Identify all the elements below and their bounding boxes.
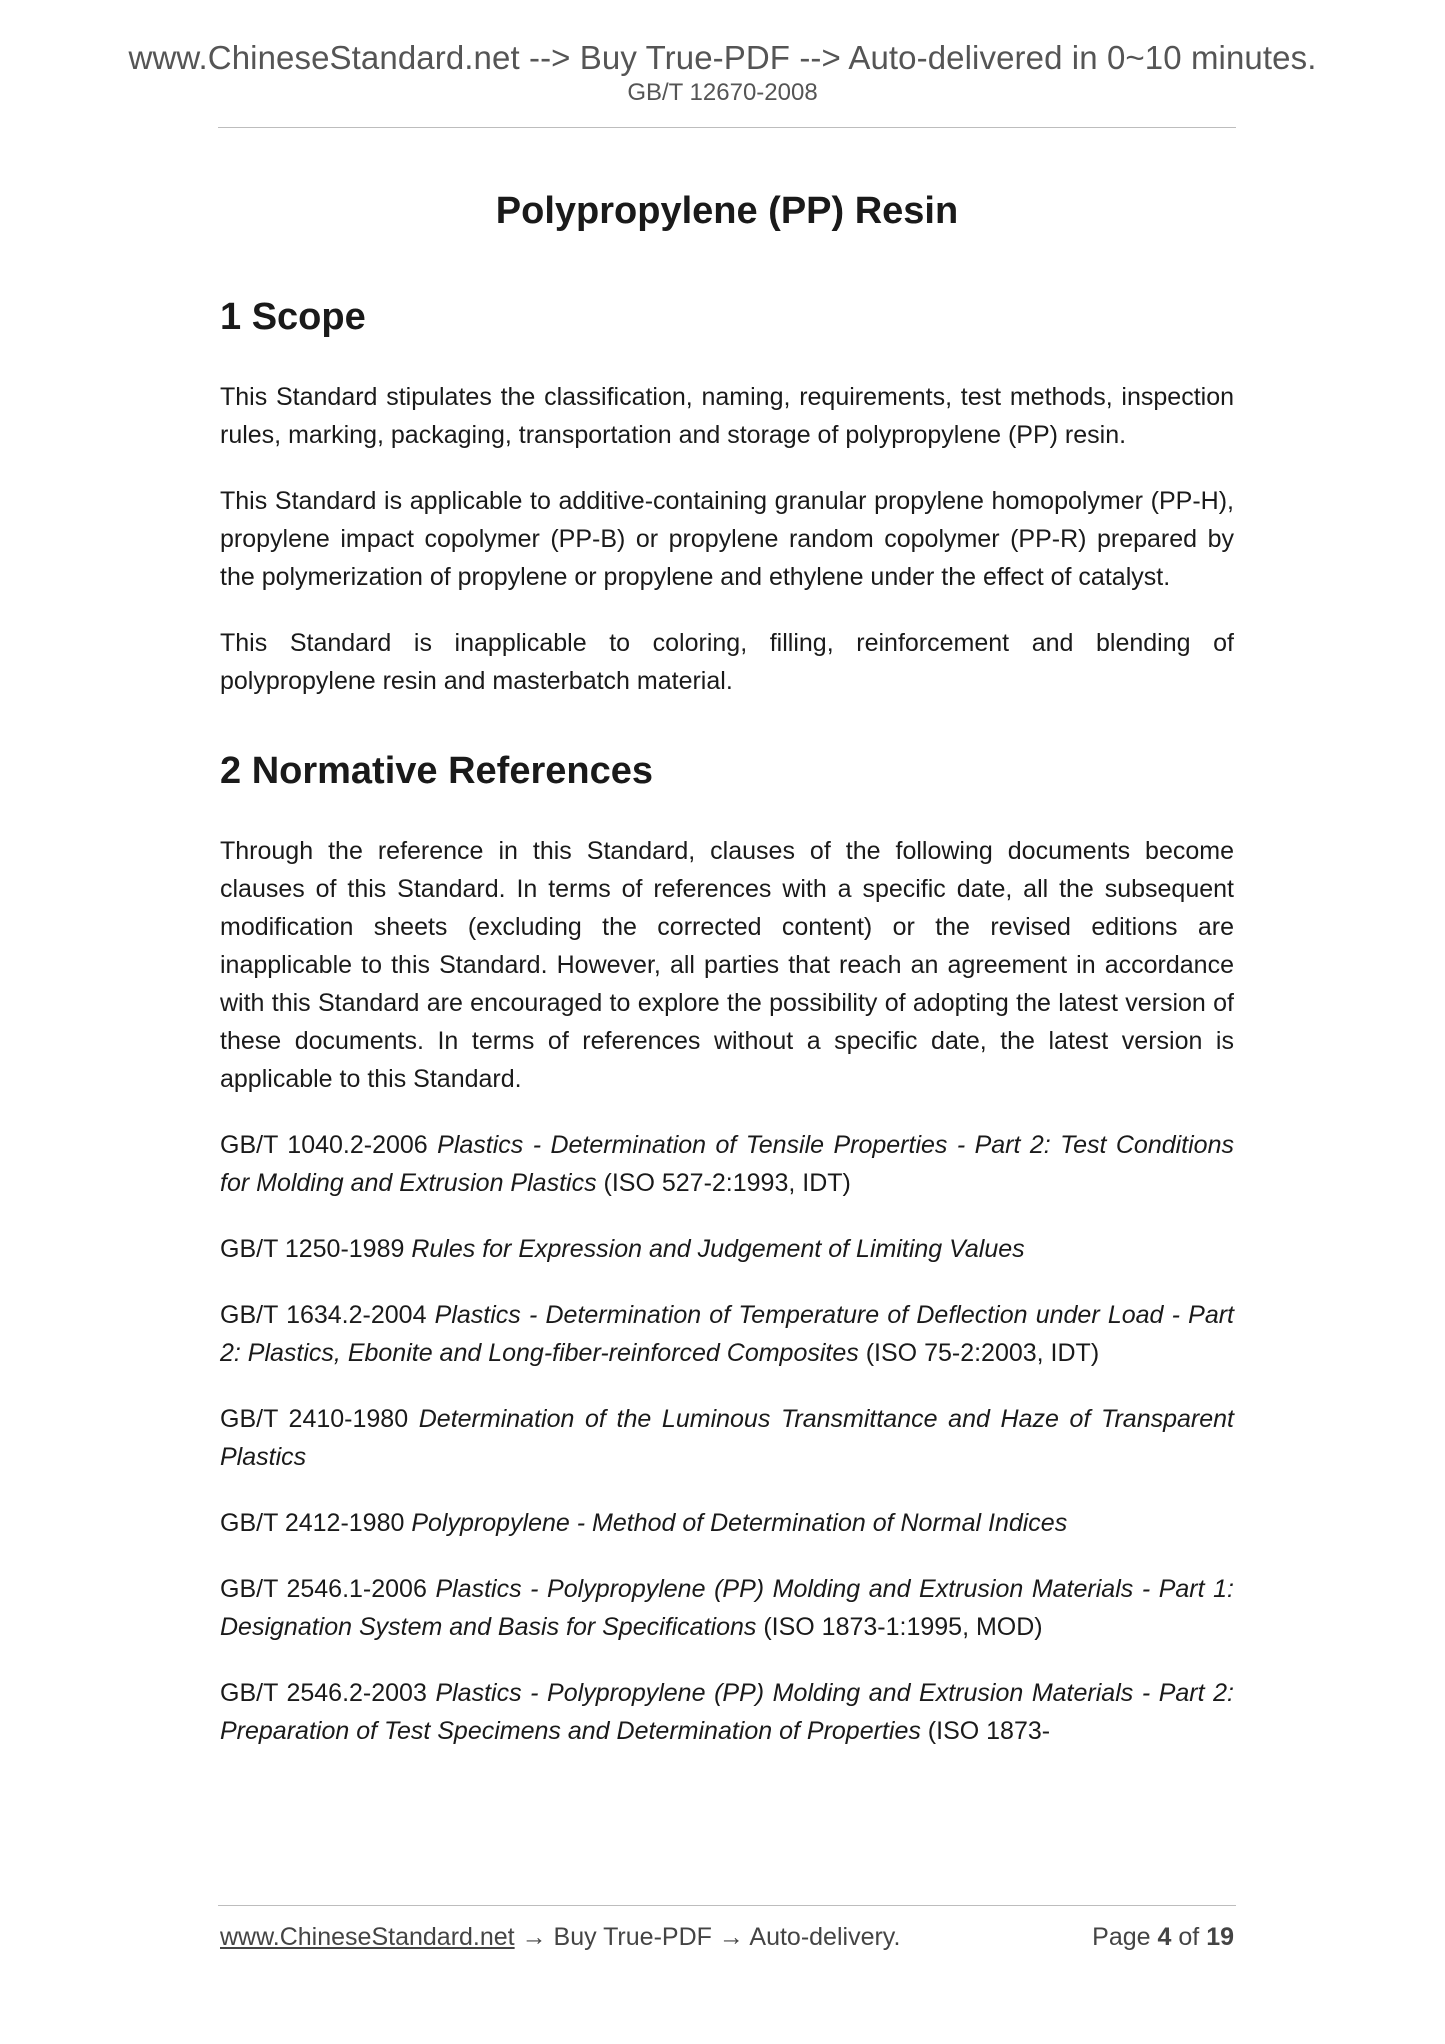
standard-code: GB/T 12670-2008 [627, 79, 818, 106]
reference-title: Rules for Expression and Judgement of Limiting Values [411, 1235, 1025, 1263]
reference-entry [220, 1570, 1234, 1646]
page-footer [220, 1920, 1234, 1954]
reference-note: (ISO 1873- [927, 1717, 1051, 1745]
reference-title: Plastics - Determination of Temperature of Deflection under Load - Part 2: Plastics, Ebonite and Long-fiber-reinforced Composites [220, 1301, 1234, 1367]
section-heading-normative-references: 2 Normative References [220, 750, 653, 792]
section-heading-scope: 1 Scope [220, 296, 366, 338]
page-header [0, 38, 1445, 108]
reference-number: GB/T 1250-1989 [220, 1235, 405, 1263]
page-current: 4 [1157, 1923, 1172, 1951]
reference-entry [220, 1126, 1234, 1202]
reference-entry [220, 1674, 1234, 1750]
scope-paragraph: This Standard is inapplicable to coloring, filling, reinforcement and blending of polypropylene resin and masterbatch material. [220, 629, 1234, 695]
document-title: Polypropylene (PP) Resin [495, 190, 959, 232]
reference-title: Plastics - Polypropylene (PP) Molding and Extrusion Materials - Part 2: Preparation of Test Specimens and Determination of Properties [220, 1679, 1234, 1745]
reference-note: (ISO 527-2:1993, IDT) [603, 1169, 851, 1197]
reference-number: GB/T 2546.2-2003 [220, 1679, 427, 1707]
page-label: Page [1092, 1923, 1151, 1951]
reference-title: Plastics - Polypropylene (PP) Molding and Extrusion Materials - Part 1: Designation System and Basis for Specifications [220, 1575, 1234, 1641]
footer-divider [218, 1905, 1236, 1906]
footer-site-link[interactable]: www.ChineseStandard.net [220, 1923, 515, 1951]
reference-number: GB/T 2546.1-2006 [220, 1575, 427, 1603]
reference-title: Plastics - Determination of Tensile Properties - Part 2: Test Conditions for Molding and Extrusion Plastics [220, 1131, 1234, 1197]
reference-note: (ISO 1873-1:1995, MOD) [763, 1613, 1043, 1641]
document-body [220, 180, 1234, 1750]
page-of: of [1178, 1923, 1200, 1951]
page-indicator [1092, 1920, 1234, 1954]
reference-title: Polypropylene - Method of Determination of Normal Indices [411, 1509, 1068, 1537]
header-banner: www.ChineseStandard.net --> Buy True-PDF --> Auto-delivered in 0~10 minutes. [128, 39, 1317, 76]
reference-number: GB/T 1040.2-2006 [220, 1131, 428, 1159]
section-scope-body [220, 378, 1234, 700]
scope-paragraph: This Standard is applicable to additive-containing granular propylene homopolymer (PP-H), propylene impact copolymer (PP-B) or propylene random copolymer (PP-R) prepared by the polymerization of propylene or propylene and ethylene under the effect of catalyst. [220, 487, 1234, 591]
reference-entry [220, 1400, 1234, 1476]
reference-entry [220, 1230, 1234, 1268]
reference-entry [220, 1504, 1234, 1542]
reference-title: Determination of the Luminous Transmittance and Haze of Transparent Plastics [220, 1405, 1234, 1471]
reference-number: GB/T 2410-1980 [220, 1405, 409, 1433]
reference-entry [220, 1296, 1234, 1372]
scope-paragraph: This Standard stipulates the classification, naming, requirements, test methods, inspection rules, marking, packaging, transportation and storage of polypropylene (PP) resin. [220, 383, 1234, 449]
section-references-body [220, 832, 1234, 1750]
references-intro-paragraph: Through the reference in this Standard, clauses of the following documents become clauses of this Standard. In terms of references with a specific date, all the subsequent modification sheets (excluding the corrected content) or the revised editions are inapplicable to this Standard. However, all parties that reach an agreement in accordance with this Standard are encouraged to explore the possibility of adopting the latest version of these documents. In terms of references without a specific date, the latest version is applicable to this Standard. [220, 837, 1234, 1093]
reference-number: GB/T 2412-1980 [220, 1509, 405, 1537]
page-total: 19 [1206, 1923, 1234, 1951]
header-divider [218, 127, 1236, 128]
reference-note: (ISO 75-2:2003, IDT) [865, 1339, 1100, 1367]
reference-number: GB/T 1634.2-2004 [220, 1301, 427, 1329]
footer-tagline: → Buy True-PDF → Auto-delivery. [514, 1923, 901, 1951]
